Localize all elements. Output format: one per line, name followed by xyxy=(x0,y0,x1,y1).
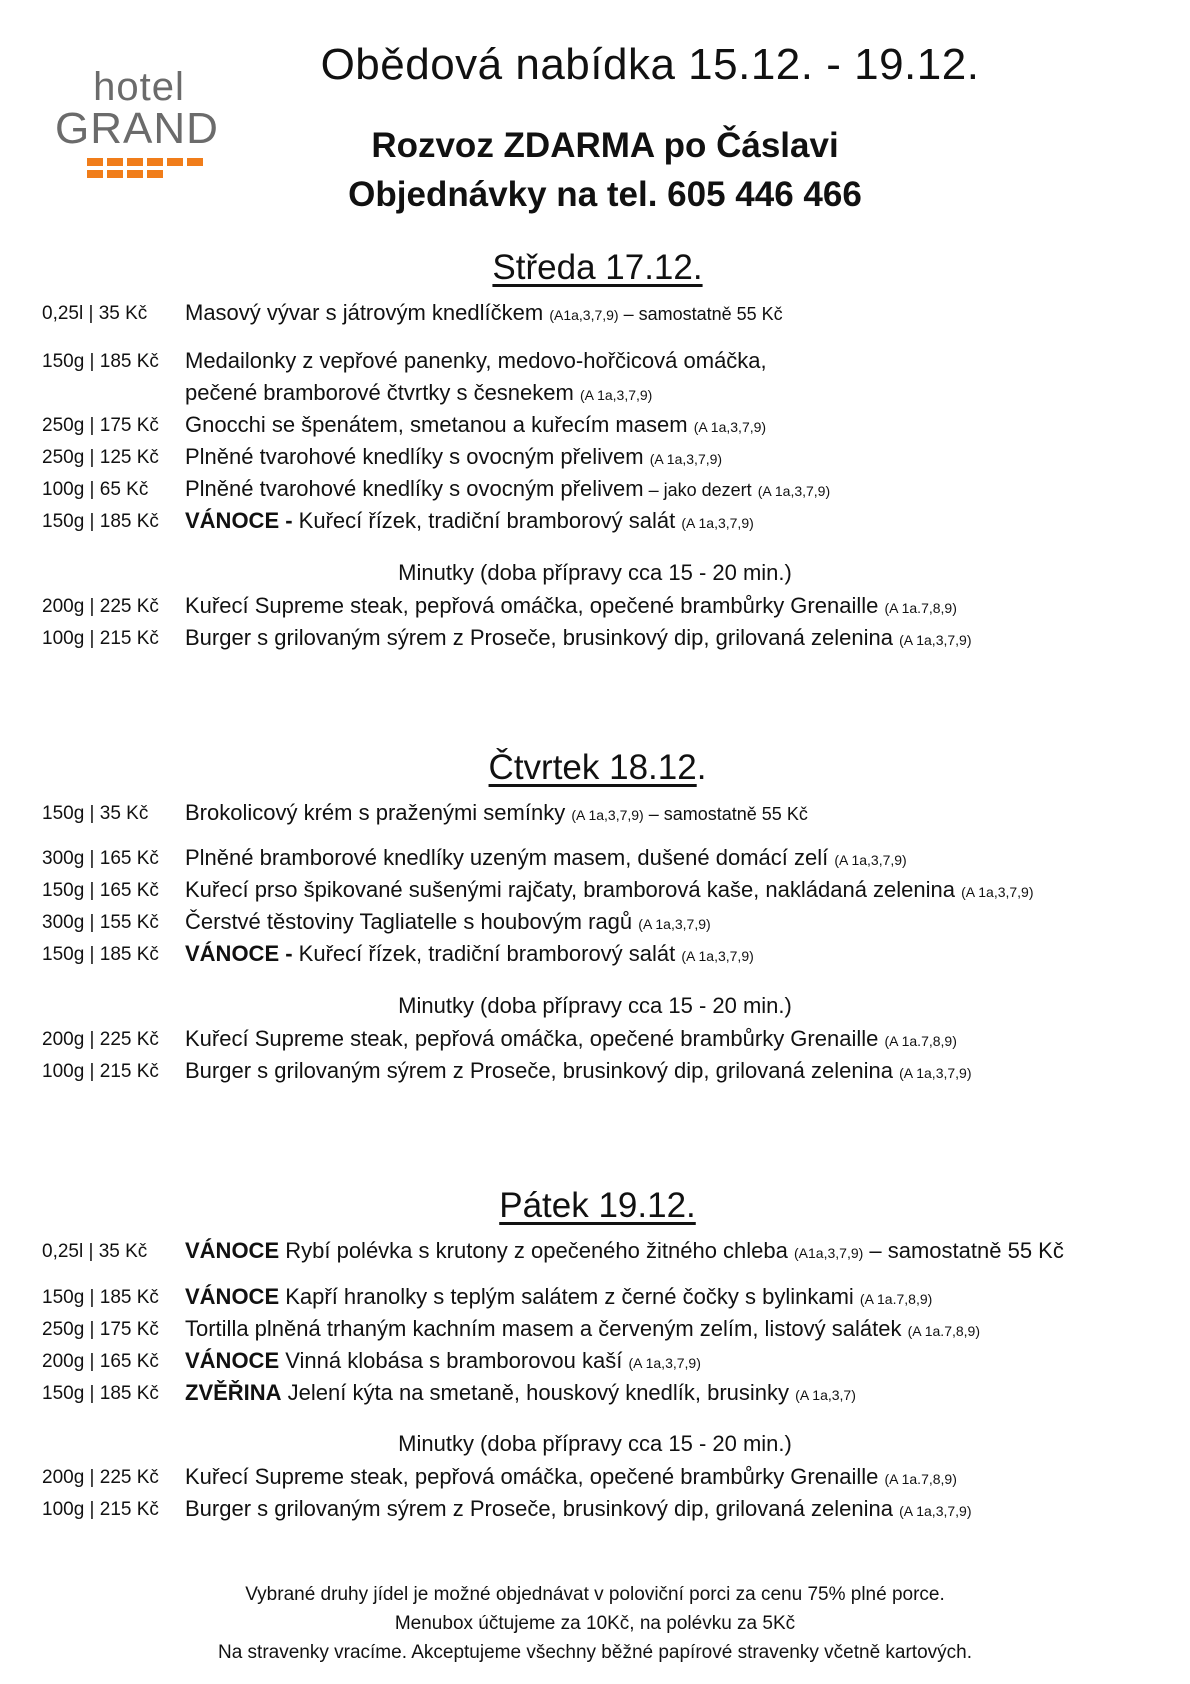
day-heading-wednesday: Středa 17.12. xyxy=(492,248,703,287)
footer-note-vouchers: Na stravenky vracíme. Akceptujeme všechny běžné papírové stravenky včetně kartových. xyxy=(217,1642,973,1663)
footer-note-menubox: Menubox účtujeme za 10Kč, na polévku za 5Kč xyxy=(394,1613,796,1634)
minutky-heading: Minutky (doba přípravy cca 15 - 20 min.) xyxy=(398,560,792,585)
footer-note-half-portion: Vybrané druhy jídel je možné objednávat v poloviční porci za cenu 75% plné porce. xyxy=(245,1584,945,1605)
day-heading-thursday: Čtvrtek 18.12. xyxy=(488,748,707,787)
day-heading-friday: Pátek 19.12. xyxy=(499,1186,696,1225)
minutky-heading: Minutky (doba přípravy cca 15 - 20 min.) xyxy=(398,1431,792,1456)
logo-hotel-text: hotel xyxy=(93,65,185,109)
logo-grand-text: GRAND xyxy=(55,104,219,153)
delivery-note: Rozvoz ZDARMA po Čáslavi xyxy=(371,126,839,165)
minutky-heading: Minutky (doba přípravy cca 15 - 20 min.) xyxy=(398,993,792,1018)
order-phone: Objednávky na tel. 605 446 466 xyxy=(348,175,862,214)
page-title: Obědová nabídka 15.12. - 19.12. xyxy=(320,40,980,89)
